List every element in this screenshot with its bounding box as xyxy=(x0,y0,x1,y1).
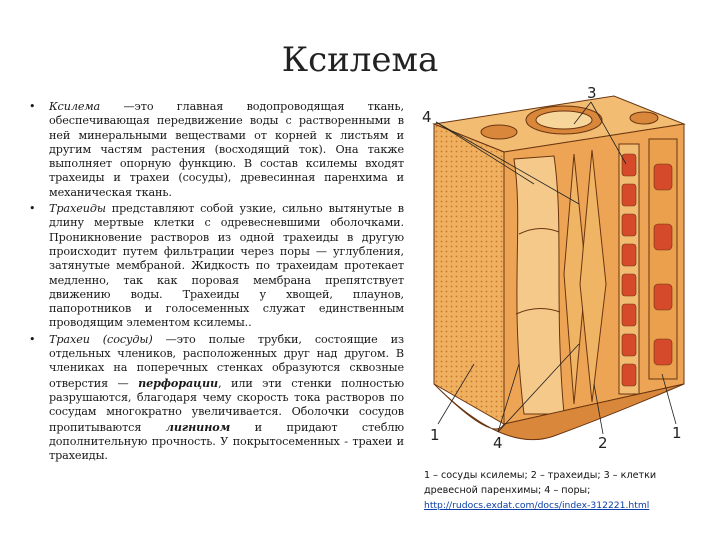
bullet-list xyxy=(26,100,404,465)
label-1-right: 1 xyxy=(672,424,682,442)
vessel-column xyxy=(514,156,564,414)
figure-caption xyxy=(424,468,700,513)
bullet-marker: • xyxy=(29,202,36,216)
bullet-text: представляют собой узкие, сильно вытянутые в длину мертвые клетки с одревесневшими оболочками. Проникновение растворов из одной трахеиды в другую происходит путем фильтрации через поры — углубления, затянутые мембраной. Жидкость по трахеидам протекает медленно, так как поровая мембрана препятствует движению воды. Трахеиды у хвощей, плаунов, папоротников и голосеменных служат единственным проводящим элементом ксилемы.. xyxy=(49,202,404,330)
bullet-item xyxy=(26,202,404,331)
small-vessel-top xyxy=(481,125,517,139)
bullet-text: —это главная водопроводящая ткань, обеспечивающая передвижение воды с растворенными в ней минеральными веществами от корней к листьям и другим частям растения (восходящий ток). Она также выполняет опорную функцию. В состав ксилемы входят трахеиды и трахеи (сосуды), древесинная паренхима и механическая ткань. xyxy=(49,100,404,199)
bullet-marker: • xyxy=(29,332,36,346)
parenchyma-column xyxy=(619,144,639,394)
label-2-bottom: 2 xyxy=(598,434,608,452)
bullet-item xyxy=(26,100,404,200)
emphasized-term: Трахеи (сосуды) xyxy=(49,332,153,346)
caption-text: 1 – сосуды ксилемы; 2 – трахеиды; 3 – клетки древесной паренхимы; 4 – поры; xyxy=(424,470,657,496)
bullet-text: —это полые трубки, состоящие из отдельных члеников, расположенных друг над другом. В члениках на поперечных стенках образуются сквозные отверстия — xyxy=(49,332,404,390)
slide-title: Ксилема xyxy=(281,40,439,80)
xylem-illustration xyxy=(414,84,704,464)
label-1-bottom-left: 1 xyxy=(430,426,440,444)
label-3: 3 xyxy=(587,84,597,102)
small-vessel-top-right xyxy=(630,112,658,124)
bullet-item xyxy=(26,333,404,464)
emphasized-term: лигнином xyxy=(165,419,231,434)
label-4-left: 4 xyxy=(422,108,432,126)
block-left-face xyxy=(434,124,504,424)
source-link[interactable]: http://rudocs.exdat.com/docs/index-312221.html xyxy=(424,500,650,511)
vessel-lumen-top xyxy=(536,111,592,129)
emphasized-term: Ксилема xyxy=(49,100,101,113)
bullet-text: и придают стеблю дополнительную прочность. У покрытосеменных - трахеи и трахеиды. xyxy=(49,420,404,463)
emphasized-term: Трахеиды xyxy=(49,202,106,216)
bullet-text: , или эти стенки полностью разрушаются, благодаря чему скорость тока растворов по сосудам многократно увеличивается. Оболочки сосудов пропитываются xyxy=(49,376,404,434)
label-4-bottom: 4 xyxy=(493,434,503,452)
emphasized-term: перфорации xyxy=(138,375,219,390)
bullet-marker: • xyxy=(29,100,36,113)
